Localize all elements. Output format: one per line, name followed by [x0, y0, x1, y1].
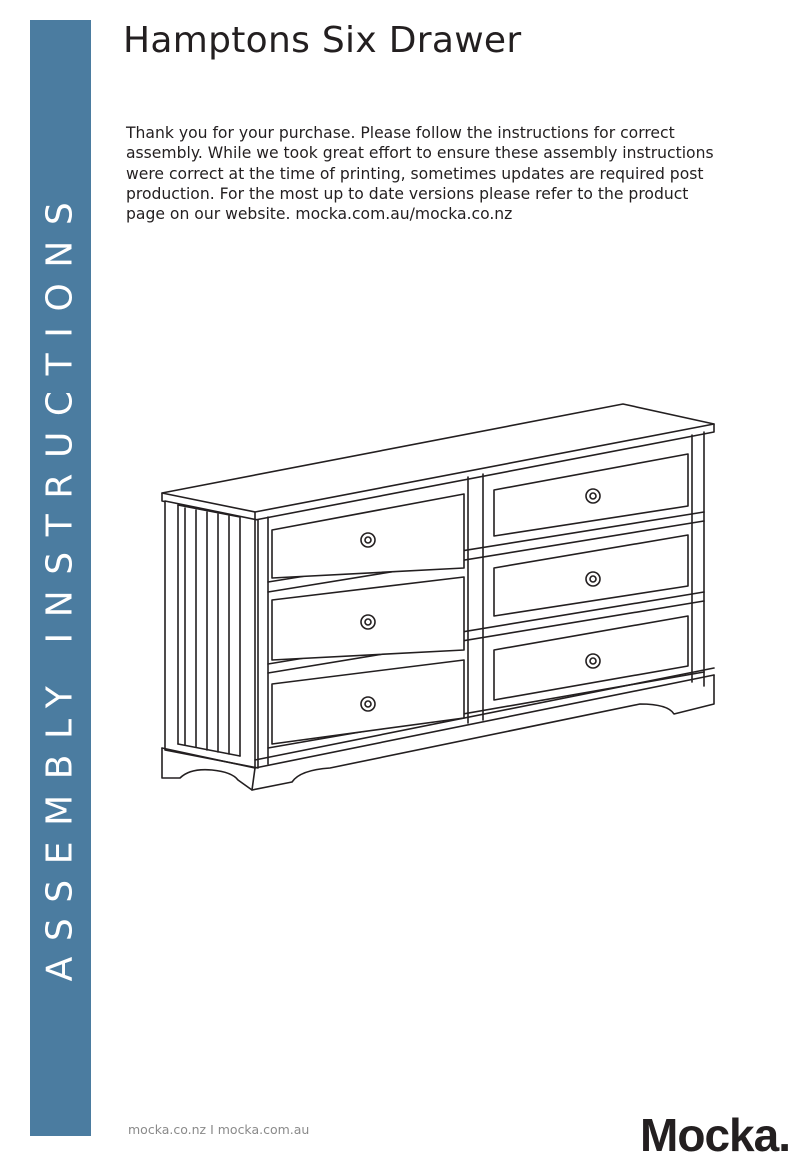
- drawer-left-top: [272, 494, 464, 578]
- dresser-side-panel: [165, 501, 258, 768]
- page-title: Hamptons Six Drawer: [123, 20, 522, 61]
- dresser-illustration: [150, 395, 730, 800]
- drawer-right-middle: [494, 535, 688, 616]
- mocka-logo: Mocka.: [640, 1109, 790, 1161]
- intro-paragraph: Thank you for your purchase. Please follow the instructions for correct assembly. While we took great effort to ensure these assembly instructions were correct at the time of printing, sometimes updates are required post production. For the most up to date versions please refer to the product page on our website. mocka.com.au/mocka.co.nz: [126, 124, 714, 224]
- footer-links: mocka.co.nz I mocka.com.au: [128, 1122, 310, 1137]
- side-label: ASSEMBLY INSTRUCTIONS: [39, 186, 81, 982]
